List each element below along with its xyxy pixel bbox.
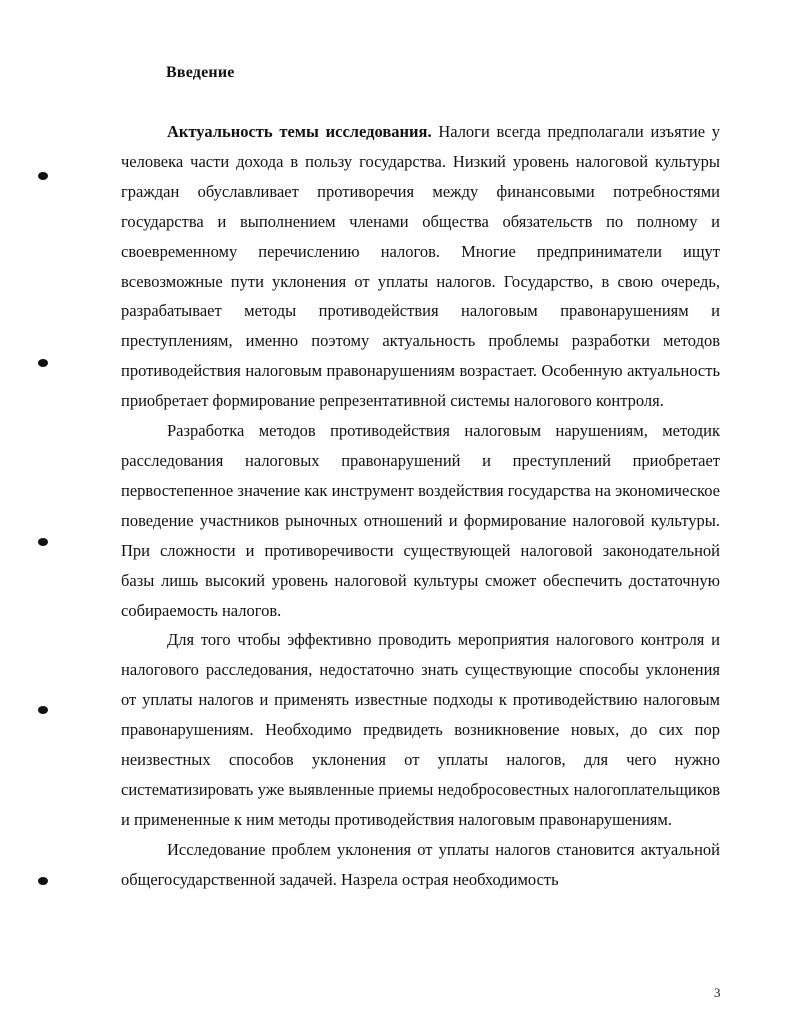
punch-hole-mark [38,538,48,546]
paragraph-1 [121,117,720,416]
punch-hole-mark [38,359,48,367]
paragraph-2: Разработка методов противодействия налоговым нарушениям, методик расследования налоговых правонарушений и преступлений приобретает первостепенное значение как инструмент воздействия государства на экономическое поведение участников рыночных отношений и формирование налоговой культуры. При сложности и противоречивости существующей налоговой законодательной базы лишь высокий уровень налоговой культуры сможет обеспечить достаточную собираемость налогов. [121,421,720,620]
paragraph-3: Для того чтобы эффективно проводить мероприятия налогового контроля и налогового расследования, недостаточно знать существующие способы уклонения от уплаты налогов и применять известные подходы к противодействию налоговым правонарушениям. Необходимо предвидеть возникновение новых, до сих пор неизвестных способов уклонения от уплаты налогов, для чего нужно систематизировать уже выявленные приемы недобросовестных налогоплательщиков и примененные к ним методы противодействия налоговым правонарушениям. [121,630,720,829]
section-heading: Введение [166,64,235,81]
body-text [121,117,720,895]
paragraph-lead: Актуальность темы исследования. [167,122,432,141]
punch-hole-mark [38,172,48,180]
punch-hole-mark [38,877,48,885]
paragraph-4: Исследование проблем уклонения от уплаты налогов становится актуальной общегосударственной задачей. Назрела острая необходимость [121,839,720,889]
punch-hole-mark [38,706,48,714]
page-number: 3 [714,985,721,1000]
paragraph-1-text: Налоги всегда предполагали изъятие у человека части дохода в пользу государства. Низкий уровень налоговой культуры граждан обуславливает противоречия между финансовыми потребностями государства и выполнением членами общества обязательств по полному и своевременному перечислению налогов. Многие предприниматели ищут всевозможные пути уклонения от уплаты налогов. Государство, в свою очередь, разрабатывает методы противодействия налоговым правонарушениям и преступлениям, именно поэтому актуальность проблемы разработки методов противодействия налоговым правонарушениям возрастает. Особенную актуальность приобретает формирование репрезентативной системы налогового контроля. [121,122,721,411]
